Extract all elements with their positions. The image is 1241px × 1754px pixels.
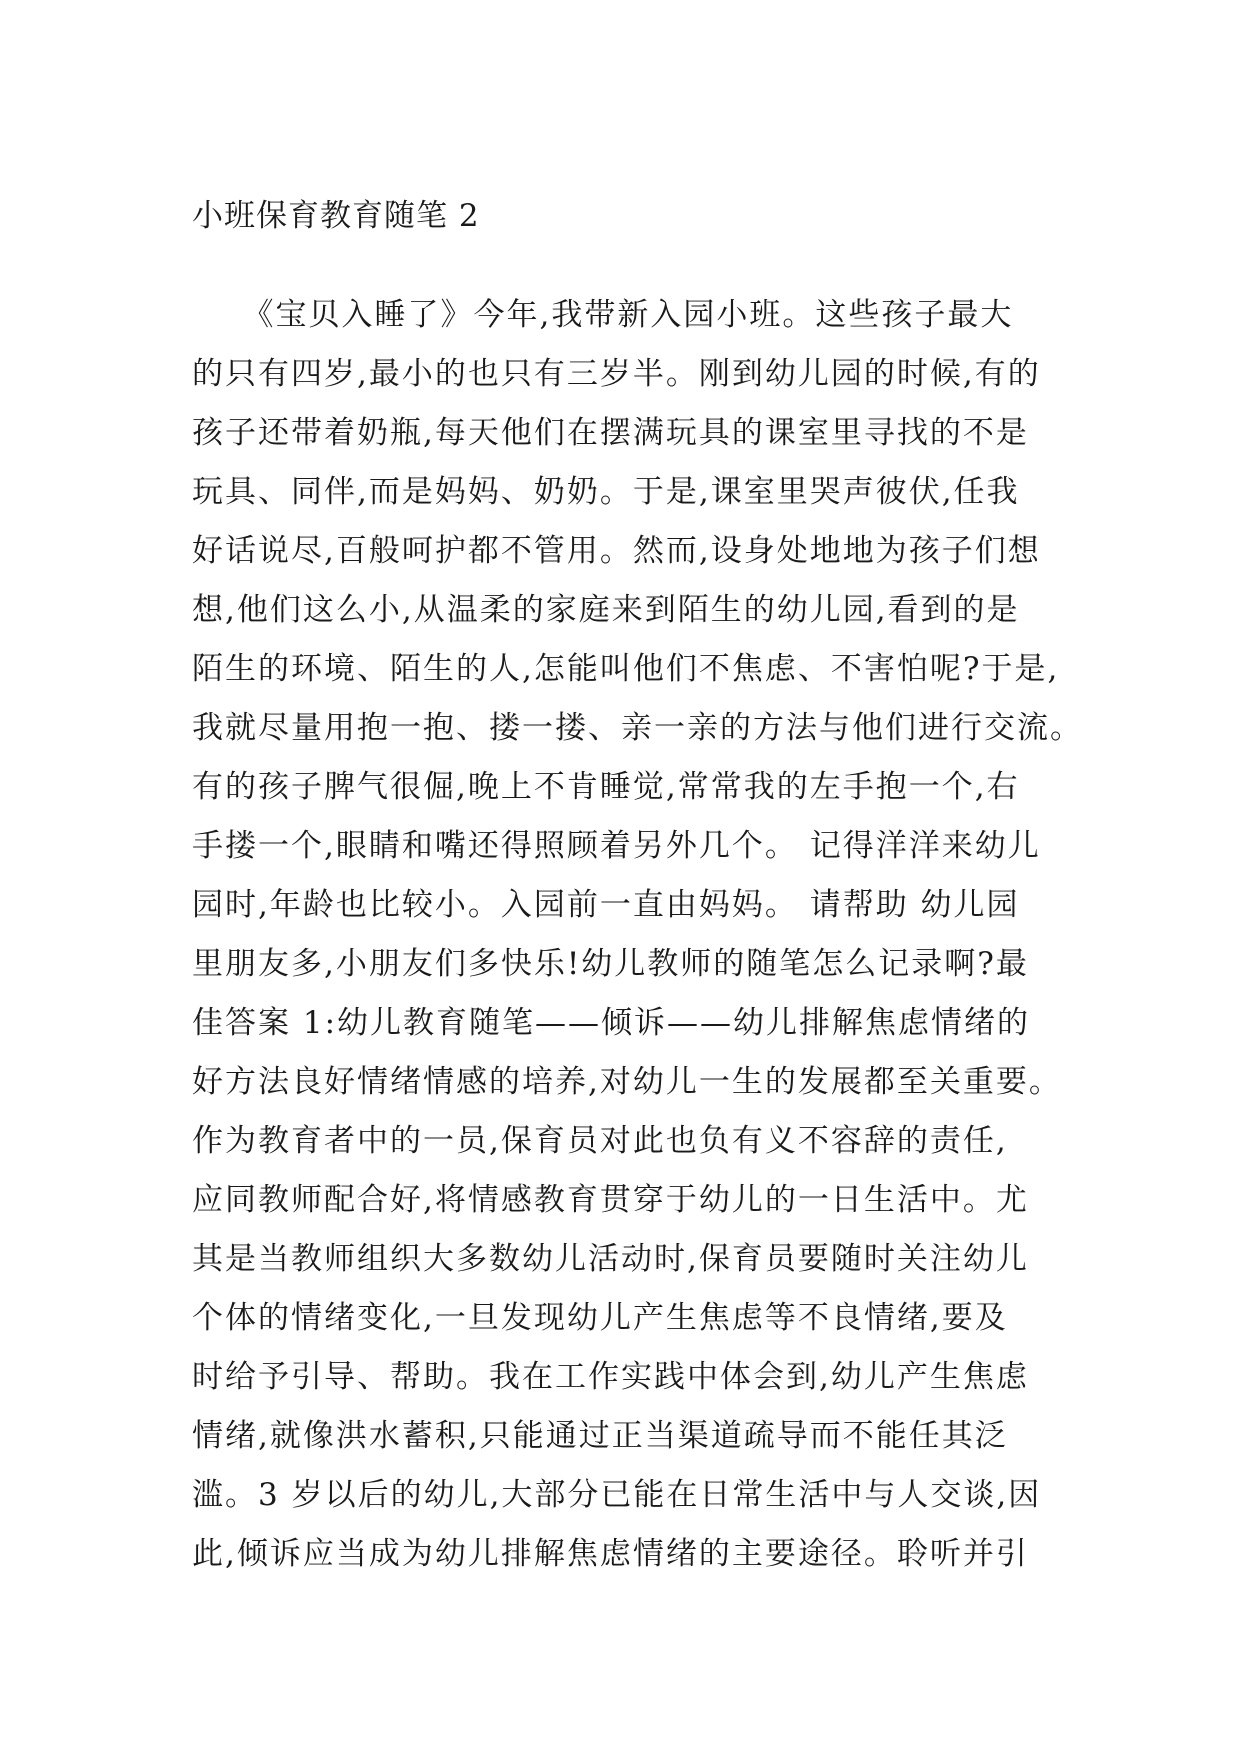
text-line: 我就尽量用抱一抱、搂一搂、亲一亲的方法与他们进行交流。 <box>192 710 1083 746</box>
text-line: 情绪,就像洪水蓄积,只能通过正当渠道疏导而不能任其泛 <box>192 1418 1008 1454</box>
text-line: 作为教育者中的一员,保育员对此也负有义不容辞的责任, <box>192 1123 1008 1159</box>
text-line: 园时,年龄也比较小。入园前一直由妈妈。 请帮助 幼儿园 <box>192 887 1020 923</box>
text-line: 玩具、同伴,而是妈妈、奶奶。于是,课室里哭声彼伏,任我 <box>192 474 1020 510</box>
text-line: 时给予引导、帮助。我在工作实践中体会到,幼儿产生焦虑 <box>192 1359 1029 1395</box>
text-line: 陌生的环境、陌生的人,怎能叫他们不焦虑、不害怕呢?于是, <box>192 651 1060 687</box>
text-line: 个体的情绪变化,一旦发现幼儿产生焦虑等不良情绪,要及 <box>192 1300 1008 1336</box>
text-line: 手搂一个,眼睛和嘴还得照顾着另外几个。 记得洋洋来幼儿 <box>192 828 1041 864</box>
text-line: 其是当教师组织大多数幼儿活动时,保育员要随时关注幼儿 <box>192 1241 1029 1277</box>
text-line: 此,倾诉应当成为幼儿排解焦虑情绪的主要途径。聆听并引 <box>192 1536 1029 1572</box>
text-line: 好方法良好情绪情感的培养,对幼儿一生的发展都至关重要。 <box>192 1064 1062 1100</box>
text-line: 好话说尽,百般呵护都不管用。然而,设身处地地为孩子们想 <box>192 533 1041 569</box>
text-line: 佳答案 1:幼儿教育随笔——倾诉——幼儿排解焦虑情绪的 <box>192 1005 1031 1041</box>
document-body <box>192 286 1083 1584</box>
text-line: 的只有四岁,最小的也只有三岁半。刚到幼儿园的时候,有的 <box>192 356 1041 392</box>
text-line: 里朋友多,小朋友们多快乐!幼儿教师的随笔怎么记录啊?最 <box>192 946 1029 982</box>
text-line: 《宝贝入睡了》今年,我带新入园小班。这些孩子最大 <box>192 297 1014 333</box>
text-line: 滥。3 岁以后的幼儿,大部分已能在日常生活中与人交谈,因 <box>192 1477 1042 1513</box>
text-line: 应同教师配合好,将情感教育贯穿于幼儿的一日生活中。尤 <box>192 1182 1029 1218</box>
text-line: 想,他们这么小,从温柔的家庭来到陌生的幼儿园,看到的是 <box>192 592 1020 628</box>
document-title: 小班保育教育随笔 2 <box>192 198 480 234</box>
text-line: 孩子还带着奶瓶,每天他们在摆满玩具的课室里寻找的不是 <box>192 415 1029 451</box>
text-line: 有的孩子脾气很倔,晚上不肯睡觉,常常我的左手抱一个,右 <box>192 769 1020 805</box>
